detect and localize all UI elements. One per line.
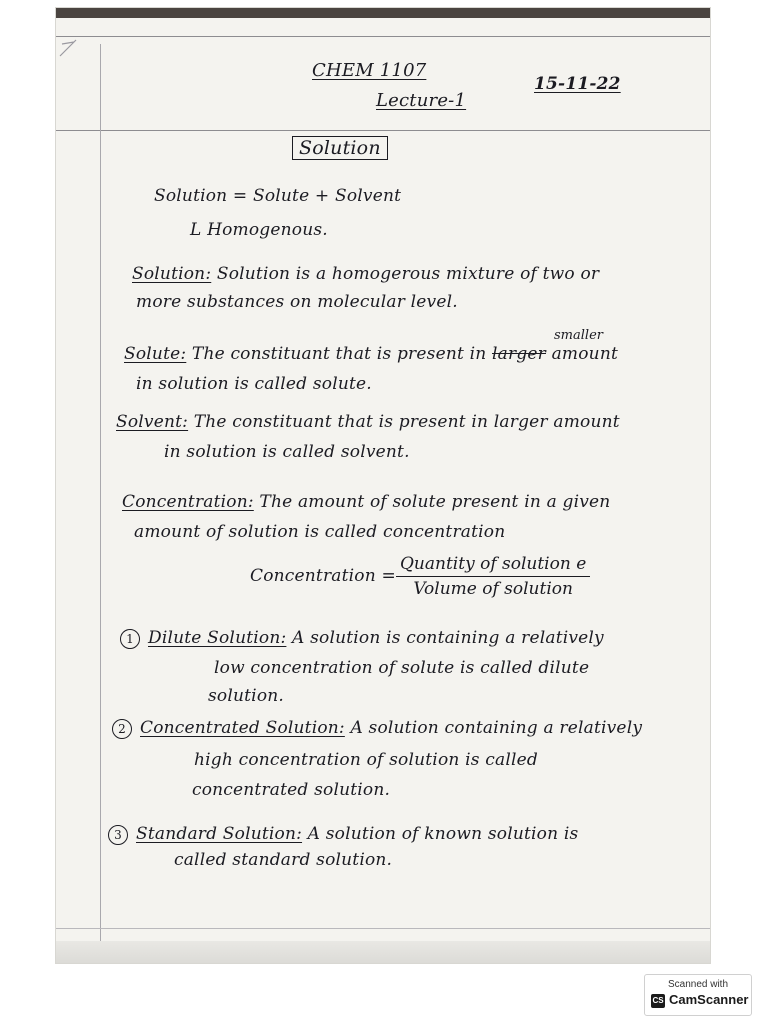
solvent-term: Solvent:: [116, 412, 189, 432]
notebook-page: [56, 8, 710, 963]
solution-equation: Solution = Solute + Solvent: [154, 186, 402, 206]
solute-definition-line2: in solution is called solute.: [136, 374, 372, 394]
standard-solution-text1: A solution of known solution is: [307, 824, 579, 844]
item-number-3: 3: [108, 825, 128, 845]
solute-struck-word: larger: [492, 344, 546, 364]
dilute-solution-line2: low concentration of solute is called dilute: [214, 658, 590, 678]
watermark-caption: Scanned with: [667, 979, 729, 990]
solution-definition-line1: [132, 264, 599, 284]
concentration-definition-line2: amount of solution is called concentration: [134, 522, 506, 542]
camscanner-watermark: [644, 974, 752, 1016]
fraction-numerator: Quantity of solution e: [396, 554, 590, 577]
item-number-1: 1: [120, 629, 140, 649]
watermark-brand: CamScanner: [669, 992, 749, 1007]
solvent-definition-text1: The constituant that is present in larger amount: [193, 412, 620, 432]
page-top-edge: [56, 8, 710, 18]
solute-correction: smaller: [554, 328, 603, 343]
bottom-rule-line: [56, 928, 710, 929]
concentration-definition-line1: [122, 492, 610, 512]
concentration-formula-lhs: Concentration =: [250, 566, 396, 586]
standard-solution-line1: [108, 824, 578, 845]
solvent-definition-line2: in solution is called solvent.: [164, 442, 410, 462]
topic-title: Solution: [292, 136, 388, 160]
solvent-definition-line1: [116, 412, 620, 432]
item-number-2: 2: [112, 719, 132, 739]
camscanner-logo: CS: [651, 994, 665, 1008]
concentrated-solution-line3: concentrated solution.: [192, 780, 391, 800]
solution-definition-text1: Solution is a homogerous mixture of two or: [216, 264, 600, 284]
concentration-term: Concentration:: [122, 492, 254, 512]
concentrated-solution-term: Concentrated Solution:: [140, 718, 345, 738]
concentrated-solution-line1: [112, 718, 642, 739]
standard-solution-line2: called standard solution.: [174, 850, 393, 870]
page-bottom-edge: [56, 941, 710, 963]
homogenous-note: L Homogenous.: [190, 220, 328, 240]
corner-fold-mark: [58, 36, 84, 62]
header-rule-line: [56, 130, 710, 131]
solution-definition-line2: more substances on molecular level.: [136, 292, 458, 312]
concentration-fraction: [396, 554, 590, 599]
concentrated-solution-text1: A solution containing a relatively: [350, 718, 643, 738]
concentrated-solution-line2: high concentration of solution is called: [194, 750, 538, 770]
top-rule-line: [56, 36, 710, 37]
dilute-solution-line3: solution.: [208, 686, 285, 706]
margin-line: [100, 44, 101, 944]
solute-definition-end: amount: [551, 344, 619, 364]
lecture-date: 15-11-22: [534, 74, 621, 94]
standard-solution-term: Standard Solution:: [136, 824, 303, 844]
solute-definition-start: The constituant that is present in: [191, 344, 487, 364]
course-code: CHEM 1107: [312, 60, 427, 81]
dilute-solution-term: Dilute Solution:: [148, 628, 287, 648]
solute-definition-line1: [124, 344, 618, 364]
solution-term: Solution:: [132, 264, 212, 284]
concentration-definition-text1: The amount of solute present in a given: [259, 492, 611, 512]
solute-term: Solute:: [124, 344, 187, 364]
lecture-number: Lecture-1: [376, 90, 467, 111]
fraction-denominator: Volume of solution: [413, 579, 573, 599]
dilute-solution-line1: [120, 628, 604, 649]
dilute-solution-text1: A solution is containing a relatively: [292, 628, 604, 648]
